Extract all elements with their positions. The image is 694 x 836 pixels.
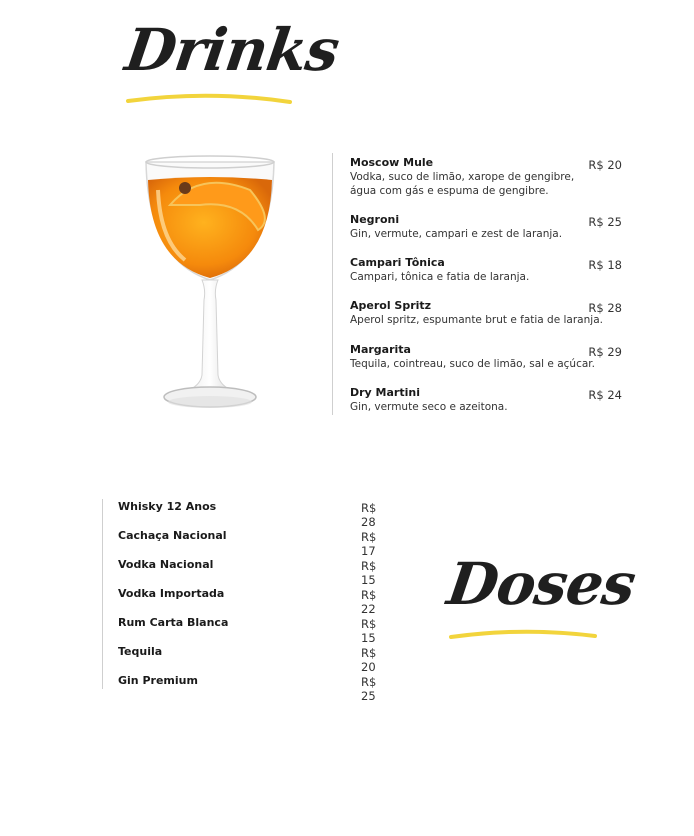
doses-title: Doses — [443, 550, 639, 618]
drink-price: R$ 29 — [588, 345, 622, 359]
drink-price: R$ 24 — [588, 388, 622, 402]
drink-description: Gin, vermute seco e azeitona. — [350, 401, 508, 413]
dose-name: Whisky 12 Anos — [118, 500, 217, 513]
drink-item — [350, 386, 625, 414]
dose-item — [118, 645, 393, 674]
drink-description: Campari, tônica e fatia de laranja. — [350, 271, 530, 283]
drink-item — [350, 343, 625, 371]
drinks-title: Drinks — [121, 16, 343, 84]
dose-price: R$ 25 — [361, 675, 377, 703]
doses-title-underline — [447, 625, 599, 645]
drink-price: R$ 28 — [588, 301, 622, 315]
dose-price: R$ 17 — [361, 530, 377, 558]
dose-item — [118, 674, 393, 703]
doses-divider — [102, 499, 103, 689]
cocktail-glass-image — [140, 150, 280, 425]
dose-price: R$ 22 — [361, 588, 377, 616]
drink-name: Dry Martini — [350, 386, 420, 399]
dose-name: Vodka Nacional — [118, 558, 214, 571]
drink-name: Negroni — [350, 213, 400, 226]
drink-name: Campari Tônica — [350, 256, 445, 269]
dose-item — [118, 500, 393, 529]
drink-description: Gin, vermute, campari e zest de laranja. — [350, 228, 563, 240]
dose-item — [118, 587, 393, 616]
dose-price: R$ 20 — [361, 646, 377, 674]
dose-item — [118, 616, 393, 645]
drink-price: R$ 25 — [588, 215, 622, 229]
dose-price: R$ 28 — [361, 501, 377, 529]
drink-description: Vodka, suco de limão, xarope de gengibre, água com gás e espuma de gengibre. — [350, 171, 575, 197]
drink-price: R$ 18 — [588, 258, 622, 272]
drink-item — [350, 256, 625, 284]
dose-item — [118, 529, 393, 558]
drink-item — [350, 299, 625, 327]
drink-description: Tequila, cointreau, suco de limão, sal e açúcar. — [350, 358, 595, 370]
drink-name: Moscow Mule — [350, 156, 434, 169]
dose-name: Rum Carta Blanca — [118, 616, 229, 629]
drinks-title-underline — [124, 88, 294, 108]
dose-name: Gin Premium — [118, 674, 198, 687]
dose-name: Cachaça Nacional — [118, 529, 227, 542]
drink-item — [350, 213, 625, 241]
dose-name: Vodka Importada — [118, 587, 225, 600]
drink-item — [350, 156, 625, 198]
drink-name: Aperol Spritz — [350, 299, 432, 312]
drinks-divider — [332, 153, 333, 415]
dose-name: Tequila — [118, 645, 163, 658]
drink-name: Margarita — [350, 343, 411, 356]
drink-description: Aperol spritz, espumante brut e fatia de laranja. — [350, 314, 603, 326]
dose-item — [118, 558, 393, 587]
dose-price: R$ 15 — [361, 559, 377, 587]
dose-price: R$ 15 — [361, 617, 377, 645]
drink-price: R$ 20 — [588, 158, 622, 172]
